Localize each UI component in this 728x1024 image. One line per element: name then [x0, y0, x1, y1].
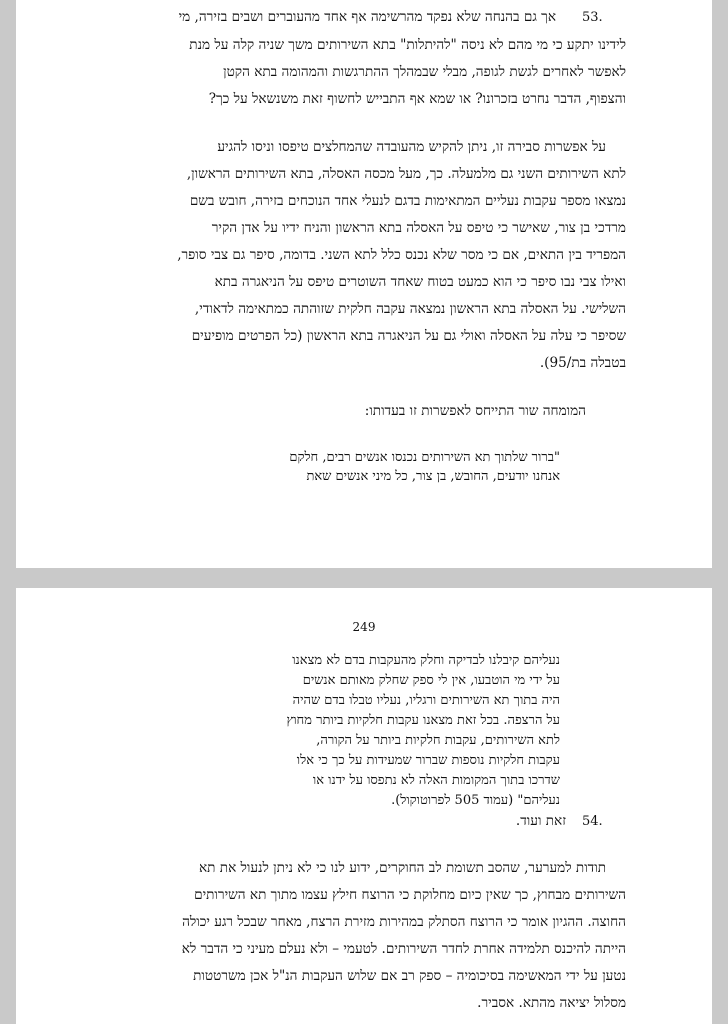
- paragraph-number-53: 53.: [582, 10, 603, 25]
- quote-cont-line-4: על הרצפה. בכל זאת מצאנו עקבות חלקיות ביותר מחוץ: [286, 713, 560, 728]
- para2-line-7: השלישי. על האסלה בתא הראשון נמצאה עקבה חלקית שזוהתה כמתאימה לדאודי,: [194, 301, 626, 317]
- paragraph-number-54: 54.: [582, 814, 603, 829]
- para2-line-3: נמצאו מספר עקבות נעליים המתאימות בדגם לנעלי אחד הנוכחים בזירה, חובש בשם: [189, 193, 626, 209]
- para2-line-9: בטבלה בת/95).: [539, 355, 626, 371]
- page-lower: [16, 588, 712, 1024]
- quote-cont-line-8: נעליהם" (עמוד 505 לפרוטוקול).: [391, 793, 560, 808]
- page-number: 249: [352, 620, 376, 634]
- para3-line: המומחה שור התייחס לאפשרות זו בעדותו:: [364, 403, 586, 419]
- para5-line-6: מסלול יציאה מהתא. אסביר.: [477, 995, 626, 1011]
- quote-cont-line-5: לתא השירותים, עקבות חלקיות ביותר על הקורה,: [316, 733, 560, 748]
- para53-line-4: והצפוף, הדבר נחרט בזכרונו? או שמא אף התבייש לחשוף זאת משנשאל על כך?: [208, 91, 626, 107]
- para2-line-6: ואילו צבי נבו סיפר כי הוא כמעט בטוח שאחד השוטרים טיפס על הניאגרה בתא: [214, 274, 626, 290]
- para2-line-4: מרדכי בן צור, שאישר כי טיפס על האסלה בתא הראשון והניח ידיו על אדן הקיר: [211, 220, 626, 236]
- para53-line-1: אך גם בהנחה שלא נפקד מהרשימה אף אחד מהעוברים ושבים בזירה, מי: [178, 9, 556, 25]
- para53-line-2: לידינו יתקע כי מי מהם לא ניסה "להיתלות" בתא השירותים משך שניה קלה על מנת: [189, 37, 626, 53]
- para5-line-4: הייתה להיכנס תלמידה אחרת לחדר השירותים. לטעמי – ולא נעלם מעיני כי הדבר לא: [181, 941, 626, 957]
- para2-line-2: לתא השירותים השני גם מלמעלה. כך, מעל מכסה האסלה, בתא השירותים הראשון,: [186, 166, 626, 182]
- page-upper: [16, 0, 712, 568]
- para5-line-3: החוצה. ההגיון אומר כי הרוצח הסתלק במהירות מזירת הרצח, מאחר שבכל רגע יכולה: [182, 914, 626, 930]
- quote-cont-line-6: עקבות חלקיות נוספות שברור שמעידות על כך כי אלו: [296, 753, 560, 768]
- para2-line-8: שסיפר כי עלה על האסלה ואולי גם על הניאגרה בתא הראשון (כל הפרטים מופיעים: [191, 328, 626, 344]
- quote-cont-line-3: היה בתוך תא השירותים ורגליו, נעליו טבלו בדם שהיה: [292, 693, 560, 708]
- para5-line-5: נטען על ידי המאשימה בסיכומיה – ספק רב אם שלוש העקבות הנ"ל אכן משרטטות: [193, 968, 626, 984]
- quote-line-2: אנחנו יודעים, החובש, בן צור, כל מיני אנשים שאת: [306, 469, 560, 484]
- quote-cont-line-2: על ידי מי הוטבעו, אין לי ספק שחלק מאותם אנשים: [302, 673, 560, 688]
- para54-text: זאת ועוד.: [515, 813, 566, 829]
- para5-line-2: השירותים מבחוץ, כך שאין כיום מחלוקת כי הרוצח חילץ עצמו מתוך תא השירותים: [194, 887, 626, 903]
- quote-cont-line-7: שדרכו בתוך המקומות האלה לא נתפסו על ידנו או: [312, 773, 560, 788]
- para2-line-5: המפריד בין התאים, אם כי מסר שלא נכנס כלל לתא השני. בדומה, סיפר גם צבי סופר,: [177, 247, 626, 263]
- para53-line-3: לאפשר לאחרים לגשת לגופה, מבלי שבמהלך ההתרגשות והמהומה בתא הקטן: [223, 64, 626, 80]
- para2-line-1: על אפשרות סבירה זו, ניתן להקיש מהעובדה שהמחלצים טיפסו וניסו להגיע: [217, 139, 606, 155]
- quote-line-1: "ברור שלתוך תא השירותים נכנסו אנשים רבים, חלקם: [289, 450, 560, 465]
- para5-line-1: תודות למערער, שהסב תשומת לב החוקרים, ידוע לנו כי לא ניתן לנעול את תא: [199, 860, 606, 876]
- quote-cont-line-1: נעליהם קיבלנו לבדיקה וחלק מהעקבות בדם לא מצאנו: [292, 653, 560, 668]
